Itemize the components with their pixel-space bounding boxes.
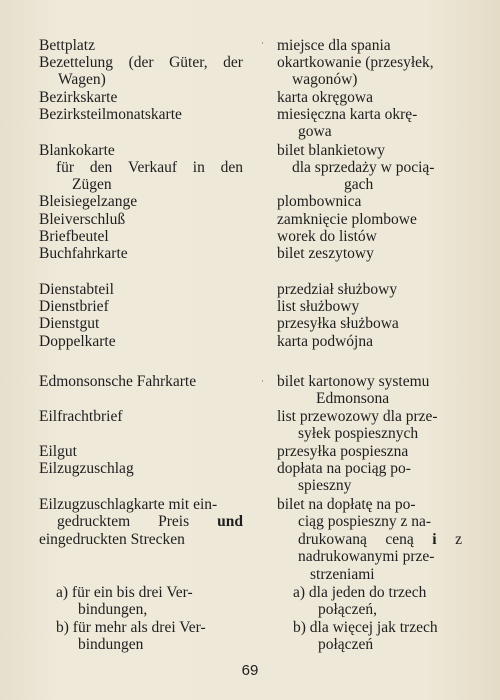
de-term-cont: bindungen: [78, 636, 144, 653]
de-word: (der: [128, 54, 154, 71]
separator-dot: ·: [261, 38, 264, 48]
de-word: und: [217, 513, 243, 530]
pl-term: karta okręgowa: [277, 89, 373, 106]
pl-term: worek do listów: [277, 228, 377, 245]
de-term: Dienstabteil: [39, 281, 114, 298]
pl-term: zamknięcie plombowe: [277, 211, 417, 228]
pl-term: bilet zeszytowy: [277, 245, 374, 262]
de-term: Dienstbrief: [39, 298, 109, 315]
pl-term-cont: wagonów): [292, 71, 358, 88]
pl-term: przesyłka służbowa: [277, 315, 399, 332]
pl-term: karta podwójna: [277, 333, 373, 350]
pl-term: dopłata na pociąg po-: [277, 460, 411, 477]
de-word: Bezettelung: [39, 54, 114, 71]
pl-term-cont: gach: [344, 176, 374, 193]
de-term: Dienstgut: [39, 315, 100, 332]
pl-word: ceną: [385, 531, 414, 548]
de-term: Eilzugzuschlagkarte mit ein-: [39, 496, 218, 513]
pl-term: bilet na dopłatę na po-: [277, 496, 416, 513]
pl-term-cont: połączeń,: [318, 601, 377, 618]
pl-term-cont: ciąg pospieszny z na-: [298, 513, 431, 530]
page-number: 69: [241, 662, 259, 679]
de-term: [39, 54, 243, 71]
de-term: [56, 159, 243, 176]
pl-term: bilet blankietowy: [277, 142, 386, 159]
de-word: gedrucktem: [57, 513, 131, 530]
de-word: der: [223, 54, 243, 71]
pl-term-cont: syłek pospiesznych: [298, 425, 419, 442]
pl-term: przedział służbowy: [277, 281, 398, 298]
de-term-cont: bindungen,: [78, 601, 148, 618]
pl-word: drukowaną: [298, 531, 367, 548]
pl-term: przesyłka pospieszna: [277, 443, 409, 460]
de-term: Bezirksteilmonatskarte: [39, 106, 182, 123]
de-word: den: [220, 159, 243, 176]
pl-term: okartkowanie (przesyłek,: [277, 54, 434, 71]
de-term: Buchfahrkarte: [39, 245, 128, 262]
de-word: Verkauf: [127, 159, 178, 176]
pl-term-cont: nadrukowanymi prze-: [298, 548, 435, 565]
pl-term: list przewozowy dla prze-: [277, 408, 438, 425]
de-term: eingedruckten Strecken: [39, 531, 185, 548]
de-term: Bezirkskarte: [39, 89, 118, 106]
de-term: Edmonsonsche Fahrkarte: [39, 373, 197, 390]
de-term-cont: Zügen: [72, 176, 112, 193]
de-word: den: [89, 159, 113, 176]
pl-term-cont: połączeń: [318, 636, 374, 653]
pl-word: z: [455, 531, 462, 548]
pl-term-cont: [298, 531, 462, 548]
de-term: Eilfrachtbrief: [39, 408, 123, 425]
pl-term: a) dla jeden do trzech: [293, 584, 427, 601]
pl-term: miesięczna karta okrę-: [277, 106, 418, 123]
de-term: Eilgut: [39, 443, 77, 460]
pl-term-cont: gowa: [298, 123, 332, 140]
de-term: [57, 513, 243, 530]
de-word: Güter,: [169, 54, 208, 71]
pl-term: list służbowy: [277, 298, 360, 315]
de-term: Bleisiegelzange: [39, 193, 138, 210]
de-term: Eilzugzuschlag: [39, 460, 134, 477]
de-term: Briefbeutel: [39, 228, 109, 245]
pl-term-cont: Edmonsona: [316, 390, 390, 407]
de-term: Blankokarte: [39, 142, 115, 159]
de-term: Bleiverschluß: [39, 211, 126, 228]
pl-term: bilet kartonowy systemu: [277, 373, 430, 390]
pl-term: b) dla więcej jak trzech: [293, 619, 438, 636]
de-word: Preis: [158, 513, 190, 530]
de-word: für: [56, 159, 75, 176]
pl-word: i: [432, 531, 437, 548]
pl-term: miejsce dla spania: [277, 37, 391, 54]
de-term: b) für mehr als drei Ver-: [56, 619, 206, 636]
separator-dot: ·: [261, 376, 264, 386]
pl-term: plombownica: [277, 193, 362, 210]
de-term: Doppelkarte: [39, 333, 116, 350]
pl-term-cont: strzeniami: [310, 566, 375, 583]
de-word: in: [192, 159, 205, 176]
de-term: Bettplatz: [39, 37, 95, 54]
pl-term-cont: spieszny: [298, 477, 352, 494]
de-term: a) für ein bis drei Ver-: [56, 584, 193, 601]
de-term-cont: Wagen): [58, 71, 106, 88]
pl-term: dla sprzedaży w pocią-: [292, 159, 435, 176]
